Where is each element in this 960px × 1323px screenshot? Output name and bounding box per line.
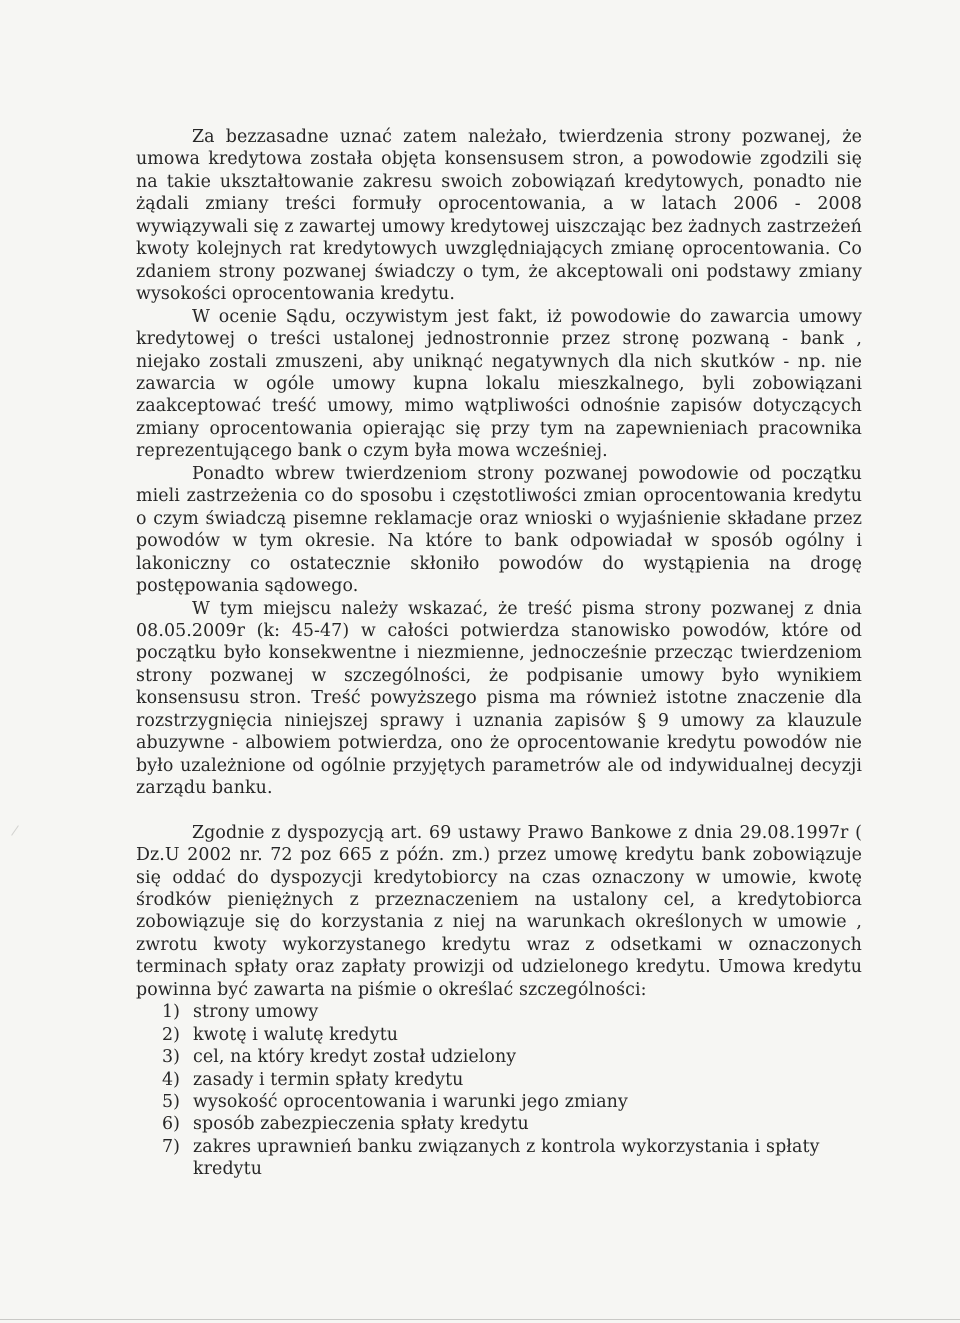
list-item [136, 1091, 862, 1113]
paragraph-court-opinion: W ocenie Sądu, oczywistym jest fakt, iż powodowie do zawarcia umowy kredytowej o treści ustalonej jednostronnie przez stronę pozwaną - bank , niejako zostali zmuszeni, aby uniknąć negatywnych dla nich skutków - np. nie zawarcia w ogóle umowy kupna lokalu mieszkalnego, byli zobowiązani zaakceptować treść umowy, mimo wątpliwości odnośnie zapisów dotyczących zmiany oprocentowania opierając się przy tym na zapewnieniach pracownika reprezentującego bank o czym była mowa wcześniej. [136, 306, 862, 462]
list-item-text: sposób zabezpieczenia spłaty kredytu [193, 1114, 529, 1135]
list-item-text: zasady i termin spłaty kredytu [193, 1069, 464, 1090]
list-item-number: 2) [162, 1024, 181, 1045]
list-item-number: 7) [162, 1136, 181, 1157]
list-item-text: wysokość oprocentowania i warunki jego zmiany [193, 1092, 628, 1113]
paragraph-objections: Ponadto wbrew twierdzeniom strony pozwanej powodowie od początku mieli zastrzeżenia co do sposobu i częstotliwości zmian oprocentowania kredytu o czym świadczą pisemne reklamacje oraz wnioski o wyjaśnienie składane przez powodów w tym okresie. Na które to bank odpowiadał w sposób ogólny i lakoniczny co ostatecznie skłoniło powodów do wystąpienia na drogę postępowania sądowego. [136, 463, 862, 597]
paragraph-claims-rejected: Za bezzasadne uznać zatem należało, twierdzenia strony pozwanej, że umowa kredytowa została objęta konsensusem stron, a powodowie zgodzili się na takie ukształtowanie zakresu swoich zobowiązań kredytowych, ponadto nie żądali zmiany treści formuły oprocentowania, a w latach 2006 - 2008 wywiązywali się z zawartej umowy kredytowej uiszczając bez żadnych zastrzeżeń kwoty kolejnych rat kredytowych uwzględniających zmianę oprocentowania. Co zdaniem strony pozwanej świadczy o tym, że akceptowali oni podstawy zmiany wysokości oprocentowania kredytu. [136, 127, 862, 305]
list-item-text: zakres uprawnień banku związanych z kontrola wykorzystania i spłaty kredytu [193, 1136, 820, 1180]
scan-artifact-line [0, 1319, 960, 1320]
list-item-text: kwotę i walutę kredytu [193, 1024, 399, 1045]
paragraph-letter-evidence: W tym miejscu należy wskazać, że treść pisma strony pozwanej z dnia 08.05.2009r (k: 45-47) w całości potwierdza stanowisko powodów, które od początku było konsekwentne i niezmienne, jednocześnie przecząc twierdzeniom strony pozwanej w szczególności, że podpisanie umowy było wynikiem konsensusu stron. Treść powyższego pisma ma również istotne znaczenie dla rozstrzygnięcia niniejszej sprawy i uznania zapisów § 9 umowy za klauzule abuzywne - albowiem potwierdza, ono że oprocentowanie kredytu powodów nie było uzależnione od ogólnie przyjętych parametrów ale od indywidualnej decyzji zarządu banku. [136, 598, 862, 799]
list-item [136, 1024, 862, 1046]
list-item [136, 1001, 862, 1023]
list-item-text: cel, na który kredyt został udzielony [193, 1047, 517, 1068]
list-item-number: 3) [162, 1047, 181, 1068]
list-item-number: 5) [162, 1092, 181, 1113]
list-item-number: 1) [162, 1002, 181, 1023]
list-item-number: 6) [162, 1114, 181, 1135]
list-item-number: 4) [162, 1069, 181, 1090]
list-item-text: strony umowy [193, 1002, 319, 1023]
list-item [136, 1136, 862, 1181]
scan-artifact-mark [11, 825, 19, 835]
document-page [136, 126, 862, 1181]
list-item [136, 1113, 862, 1135]
list-item [136, 1046, 862, 1068]
contract-requirements-list [136, 1001, 862, 1181]
list-item [136, 1069, 862, 1091]
paragraph-banking-law: Zgodnie z dyspozycją art. 69 ustawy Prawo Bankowe z dnia 29.08.1997r ( Dz.U 2002 nr. 72 poz 665 z późn. zm.) przez umowę kredytu bank zobowiązuje się oddać do dyspozycji kredytobiorcy na czas oznaczony w umowie, kwotę środków pieniężnych z przeznaczeniem na ustalony cel, a kredytobiorca zobowiązuje się do korzystania z niej na warunkach określonych w umowie , zwrotu kwoty wykorzystanego kredytu wraz z odsetkami w oznaczonych terminach spłaty oraz zapłaty prowizji od udzielonego kredytu. Umowa kredytu powinna być zawarta na piśmie o określać szczególności: [136, 822, 862, 1000]
